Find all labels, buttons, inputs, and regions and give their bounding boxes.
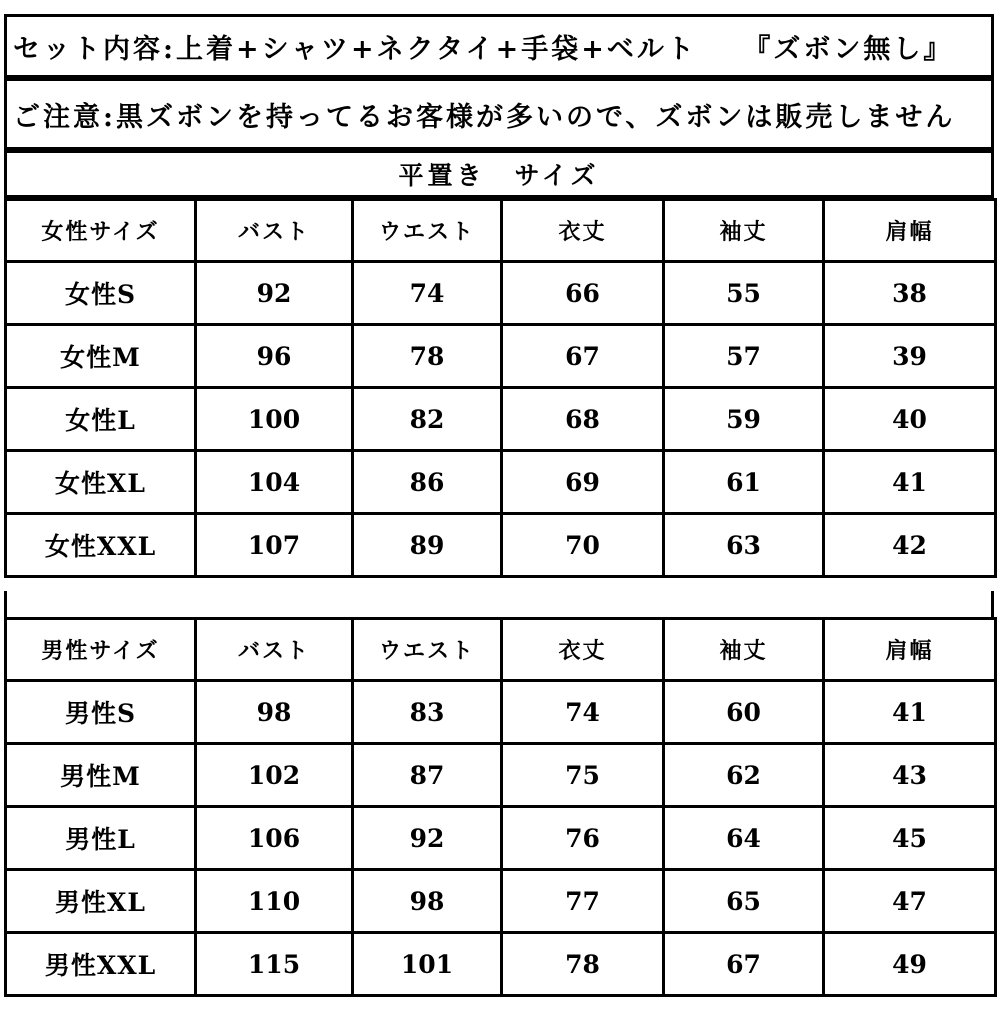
- sleeve-cell: 55: [664, 262, 824, 325]
- length-cell: 67: [502, 325, 664, 388]
- bust-cell: 115: [196, 933, 353, 996]
- set-contents-text: セット内容:上着+シャツ+ネクタイ+手袋+ベルト 『ズボン無し』: [13, 33, 954, 65]
- sleeve-cell: 65: [664, 870, 824, 933]
- size-label-cell: 男性L: [6, 807, 196, 870]
- sleeve-cell: 59: [664, 388, 824, 451]
- table-row: [6, 451, 996, 514]
- length-cell: 77: [502, 870, 664, 933]
- shoulder-cell: 39: [824, 325, 996, 388]
- waist-cell: 74: [353, 262, 502, 325]
- column-header-bust: バスト: [196, 200, 353, 262]
- shoulder-cell: 47: [824, 870, 996, 933]
- women-size-table: [4, 198, 997, 578]
- sleeve-cell: 63: [664, 514, 824, 577]
- column-header-sleeve: 袖丈: [664, 200, 824, 262]
- waist-cell: 98: [353, 870, 502, 933]
- size-label-cell: 女性M: [6, 325, 196, 388]
- waist-cell: 92: [353, 807, 502, 870]
- waist-cell: 89: [353, 514, 502, 577]
- length-cell: 70: [502, 514, 664, 577]
- table-row: [6, 933, 996, 996]
- table-row: [6, 744, 996, 807]
- men-size-table: [4, 617, 997, 997]
- size-label-cell: 男性S: [6, 681, 196, 744]
- shoulder-cell: 43: [824, 744, 996, 807]
- table-row: [6, 262, 996, 325]
- size-table-title-banner: [4, 150, 994, 198]
- size-label-cell: 男性XXL: [6, 933, 196, 996]
- size-label-cell: 女性XL: [6, 451, 196, 514]
- notice-text: ご注意:黒ズボンを持ってるお客様が多いので、ズボンは販売しません: [13, 101, 956, 133]
- women-header-row: [6, 200, 996, 262]
- men-header-row: [6, 619, 996, 681]
- sleeve-cell: 67: [664, 933, 824, 996]
- waist-cell: 82: [353, 388, 502, 451]
- table-row: [6, 388, 996, 451]
- column-header-waist: ウエスト: [353, 200, 502, 262]
- size-label-cell: 女性S: [6, 262, 196, 325]
- waist-cell: 78: [353, 325, 502, 388]
- bust-cell: 96: [196, 325, 353, 388]
- table-row: [6, 807, 996, 870]
- table-row: [6, 870, 996, 933]
- length-cell: 75: [502, 744, 664, 807]
- bust-cell: 104: [196, 451, 353, 514]
- bust-cell: 106: [196, 807, 353, 870]
- waist-cell: 101: [353, 933, 502, 996]
- shoulder-cell: 42: [824, 514, 996, 577]
- sleeve-cell: 62: [664, 744, 824, 807]
- bust-cell: 110: [196, 870, 353, 933]
- shoulder-cell: 40: [824, 388, 996, 451]
- sleeve-cell: 61: [664, 451, 824, 514]
- bust-cell: 100: [196, 388, 353, 451]
- bust-cell: 107: [196, 514, 353, 577]
- size-label-cell: 男性XL: [6, 870, 196, 933]
- table-row: [6, 681, 996, 744]
- length-cell: 74: [502, 681, 664, 744]
- length-cell: 76: [502, 807, 664, 870]
- bust-cell: 98: [196, 681, 353, 744]
- column-header-length: 衣丈: [502, 200, 664, 262]
- column-header-shoulder: 肩幅: [824, 200, 996, 262]
- shoulder-cell: 45: [824, 807, 996, 870]
- sleeve-cell: 64: [664, 807, 824, 870]
- set-contents-banner: [4, 14, 994, 78]
- size-table-title: 平置き サイズ: [398, 161, 600, 190]
- bust-cell: 92: [196, 262, 353, 325]
- table-row: [6, 514, 996, 577]
- length-cell: 66: [502, 262, 664, 325]
- waist-cell: 87: [353, 744, 502, 807]
- size-label-cell: 女性L: [6, 388, 196, 451]
- bust-cell: 102: [196, 744, 353, 807]
- size-label-cell: 女性XXL: [6, 514, 196, 577]
- shoulder-cell: 49: [824, 933, 996, 996]
- column-header-size: 女性サイズ: [6, 200, 196, 262]
- column-header-shoulder: 肩幅: [824, 619, 996, 681]
- sleeve-cell: 57: [664, 325, 824, 388]
- notice-banner: [4, 78, 994, 150]
- column-header-length: 衣丈: [502, 619, 664, 681]
- shoulder-cell: 41: [824, 681, 996, 744]
- shoulder-cell: 41: [824, 451, 996, 514]
- shoulder-cell: 38: [824, 262, 996, 325]
- length-cell: 78: [502, 933, 664, 996]
- column-header-sleeve: 袖丈: [664, 619, 824, 681]
- waist-cell: 86: [353, 451, 502, 514]
- size-label-cell: 男性M: [6, 744, 196, 807]
- length-cell: 68: [502, 388, 664, 451]
- table-separator: [4, 591, 994, 617]
- waist-cell: 83: [353, 681, 502, 744]
- sleeve-cell: 60: [664, 681, 824, 744]
- table-row: [6, 325, 996, 388]
- length-cell: 69: [502, 451, 664, 514]
- column-header-waist: ウエスト: [353, 619, 502, 681]
- column-header-size: 男性サイズ: [6, 619, 196, 681]
- column-header-bust: バスト: [196, 619, 353, 681]
